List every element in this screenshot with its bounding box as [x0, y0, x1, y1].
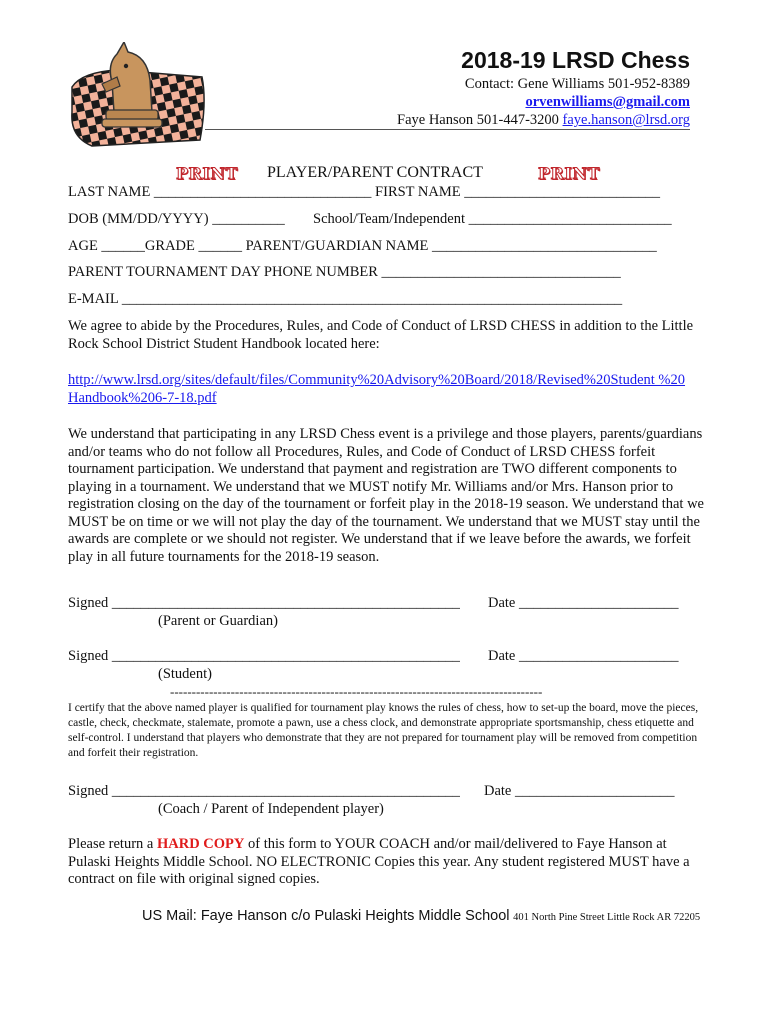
understand-paragraph: We understand that participating in any LRSD Chess event is a privilege and those players, parents/guardians and/or teams who do not follow all Procedures, Rules, and Code of Conduct of LRSD CHESS forfeit tournament participation. We understand that payment and registration are TWO different components to playing in a tournament. We understand that we MUST notify Mr. Williams and/or Mrs. Hanson prior to registration closing on the day of the tournament or forfeit play in the 2018-19 season. We understand that we MUST be on time or we will not play the day of the tournament. We understand that we MUST stay until the awards are complete or we should not register. We understand that if we leave before the awards, we forfeit play in all future tournaments for the 2018-19 season.	[68, 426, 704, 565]
handbook-link[interactable]: http://www.lrsd.org/sites/default/files/Community%20Advisory%20Board/2018/Revised%20Student %20Handbook%206-7-18.pdf	[68, 372, 686, 406]
phone-field[interactable]: PARENT TOURNAMENT DAY PHONE NUMBER _________________________________	[68, 264, 621, 280]
faye-contact-text: Faye Hanson 501-447-3200	[397, 112, 559, 128]
mail-street: 401 North Pine Street Little Rock AR 72205	[513, 912, 701, 923]
print-stamp-right: PRINT	[538, 164, 600, 183]
email-field[interactable]: E-MAIL _____________________________________________________________________	[68, 291, 623, 307]
mail-address	[142, 908, 700, 925]
faye-email-link[interactable]: faye.hanson@lrsd.org	[562, 112, 690, 128]
gene-email-link[interactable]: orvenwilliams@gmail.com	[525, 94, 690, 110]
return-prefix: Please return a	[68, 836, 157, 852]
section-divider: --------------------------------------------------------------------------------------	[170, 684, 543, 699]
agree-paragraph: We agree to abide by the Procedures, Rules, and Code of Conduct of LRSD CHESS in addition to the Little Rock School District Student Handbook located here:	[68, 318, 694, 352]
hard-copy-emphasis: HARD COPY	[156, 836, 245, 852]
parent-date-line[interactable]: Date ______________________	[488, 595, 679, 611]
return-rest: of this form to YOUR COACH and/or mail/delivered to Faye Hanson at Pulaski Heights Middle School. NO ELECTRONIC Copies this year. Any student registered MUST have a contract on file with original signed copies.	[68, 836, 690, 887]
header-divider	[205, 129, 690, 130]
student-signature-line[interactable]: Signed ________________________________________________	[68, 648, 460, 664]
last-first-name-field[interactable]: LAST NAME ______________________________ FIRST NAME ___________________________	[68, 184, 660, 200]
certify-paragraph: I certify that the above named player is qualified for tournament play knows the rules of chess, how to set-up the board, move the pieces, castle, check, checkmate, stalemate, promote a pawn, use a chess clock, and demonstrate appropriate sportsmanship, chess etiquette and self-control. I understand that players who demonstrate that they are not prepared for tournament play will be removed from competition and forfeit their registration.	[68, 702, 699, 759]
student-role-label: (Student)	[158, 666, 212, 682]
coach-role-label: (Coach / Parent of Independent player)	[158, 801, 384, 817]
dob-field[interactable]: DOB (MM/DD/YYYY) __________	[68, 211, 285, 227]
contact-gene: Contact: Gene Williams 501-952-8389	[464, 76, 690, 92]
parent-role-label: (Parent or Guardian)	[158, 613, 278, 629]
mail-label: US Mail: Faye Hanson c/o Pulaski Heights Middle School	[142, 908, 510, 924]
page-title: 2018-19 LRSD Chess	[461, 47, 690, 73]
coach-date-line[interactable]: Date ______________________	[484, 783, 675, 799]
parent-signature-line[interactable]: Signed ________________________________________________	[68, 595, 460, 611]
age-grade-guardian-field[interactable]: AGE ______GRADE ______ PARENT/GUARDIAN NAME _______________________________	[68, 238, 657, 254]
contract-heading: PLAYER/PARENT CONTRACT	[267, 164, 483, 181]
print-stamp-left: PRINT	[176, 164, 238, 183]
return-instructions	[68, 836, 704, 889]
contact-faye	[397, 112, 690, 129]
student-date-line[interactable]: Date ______________________	[488, 648, 679, 664]
school-team-field[interactable]: School/Team/Independent ____________________________	[313, 211, 672, 227]
coach-signature-line[interactable]: Signed ________________________________________________	[68, 783, 460, 799]
chess-knight-logo	[62, 42, 212, 152]
